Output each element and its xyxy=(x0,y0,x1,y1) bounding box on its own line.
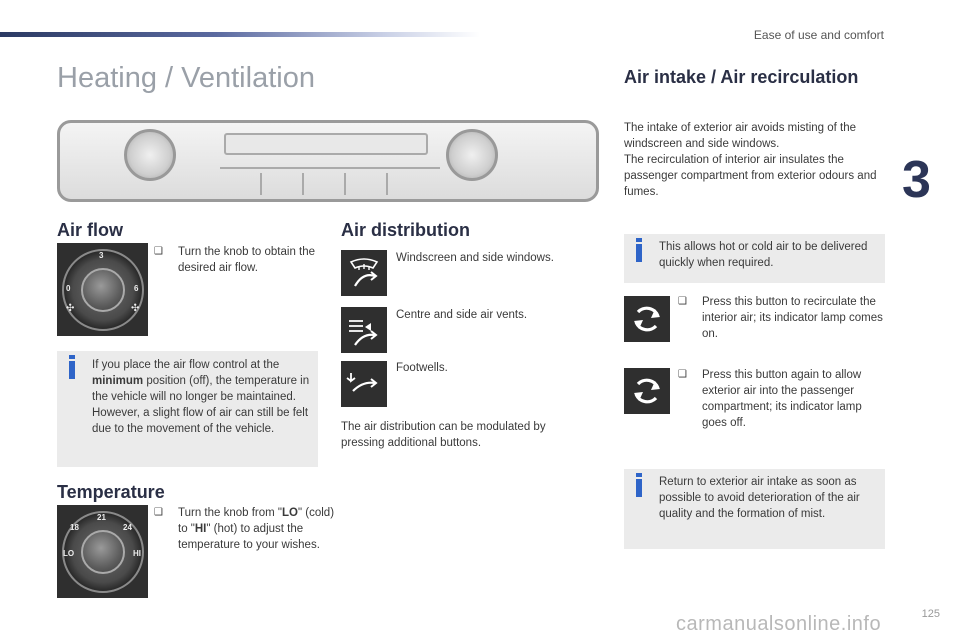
exterior-air-bullet: ❑ Press this button again to allow exterior air into the passenger compartment; its indicator lamp goes off. xyxy=(678,369,862,429)
watermark: carmanualsonline.info xyxy=(676,613,882,635)
air-distribution-heading: Air distribution xyxy=(341,220,470,240)
chapter-number: 3 xyxy=(902,151,931,209)
airflow-knob-illustration xyxy=(124,129,176,181)
info-icon xyxy=(636,479,642,497)
header-bar xyxy=(0,32,480,37)
knob-label-6: 6 xyxy=(134,284,139,293)
button-row xyxy=(220,167,440,197)
vents-label: Centre and side air vents. xyxy=(396,309,528,321)
knob-label-24: 24 xyxy=(123,523,132,532)
windscreen-demist-icon xyxy=(341,250,387,296)
knob-label-18: 18 xyxy=(70,523,79,532)
page-number: 125 xyxy=(921,608,940,620)
fan-icon: ✣ xyxy=(131,303,140,314)
fan-icon: ✣ xyxy=(66,303,75,314)
footwell-label: Footwells. xyxy=(396,362,448,374)
info-icon xyxy=(636,244,642,262)
knob-label-3: 3 xyxy=(99,251,104,260)
temperature-knob-image xyxy=(57,505,148,598)
bullet-marker: ❑ xyxy=(678,296,687,307)
chapter-title: Ease of use and comfort xyxy=(753,28,884,42)
footwell-icon xyxy=(341,361,387,407)
knob-label-21: 21 xyxy=(97,513,106,522)
air-intake-heading: Air intake / Air recirculation xyxy=(624,67,859,87)
recirculation-icon xyxy=(624,296,670,342)
bullet-marker: ❑ xyxy=(154,246,163,257)
temperature-bullet: ❑ Turn the knob from "LO" (cold) to "HI" (hot) to adjust the temperature to your wishes. xyxy=(154,507,335,551)
control-panel-illustration xyxy=(57,120,599,202)
vents-icon xyxy=(341,307,387,353)
display-slot xyxy=(224,133,428,155)
air-flow-info-box: If you place the air flow control at the minimum position (off), the temperature in the vehicle will no longer be maintained. However, a slight flow of air can still be felt due to the movement of the vehicle. xyxy=(57,351,318,467)
temperature-knob-illustration xyxy=(446,129,498,181)
info-icon xyxy=(69,361,75,379)
bullet-marker: ❑ xyxy=(154,507,163,518)
recirculate-bullet: ❑ Press this button to recirculate the interior air; its indicator lamp comes on. xyxy=(678,296,883,340)
page-title: Heating / Ventilation xyxy=(57,62,315,94)
distribution-note: The air distribution can be modulated by pressing additional buttons. xyxy=(341,421,546,449)
air-flow-bullet: ❑ Turn the knob to obtain the desired air flow. xyxy=(154,246,316,274)
air-flow-heading: Air flow xyxy=(57,220,123,240)
knob-label-hi: HI xyxy=(133,549,141,558)
knob-label-0: 0 xyxy=(66,284,71,293)
recirculation-info-box: This allows hot or cold air to be delivered quickly when required. xyxy=(624,234,885,283)
knob-label-lo: LO xyxy=(63,549,75,558)
windscreen-label: Windscreen and side windows. xyxy=(396,252,554,264)
recirculation-icon xyxy=(624,368,670,414)
airflow-knob-image xyxy=(57,243,148,336)
air-intake-intro: The intake of exterior air avoids misting of the windscreen and side windows. The recirculation of interior air insulates the passenger compartment from exterior odours and fumes. xyxy=(624,122,877,198)
exterior-air-info-box: Return to exterior air intake as soon as possible to avoid deterioration of the air quality and the formation of mist. xyxy=(624,469,885,549)
temperature-heading: Temperature xyxy=(57,482,165,502)
bullet-marker: ❑ xyxy=(678,369,687,380)
